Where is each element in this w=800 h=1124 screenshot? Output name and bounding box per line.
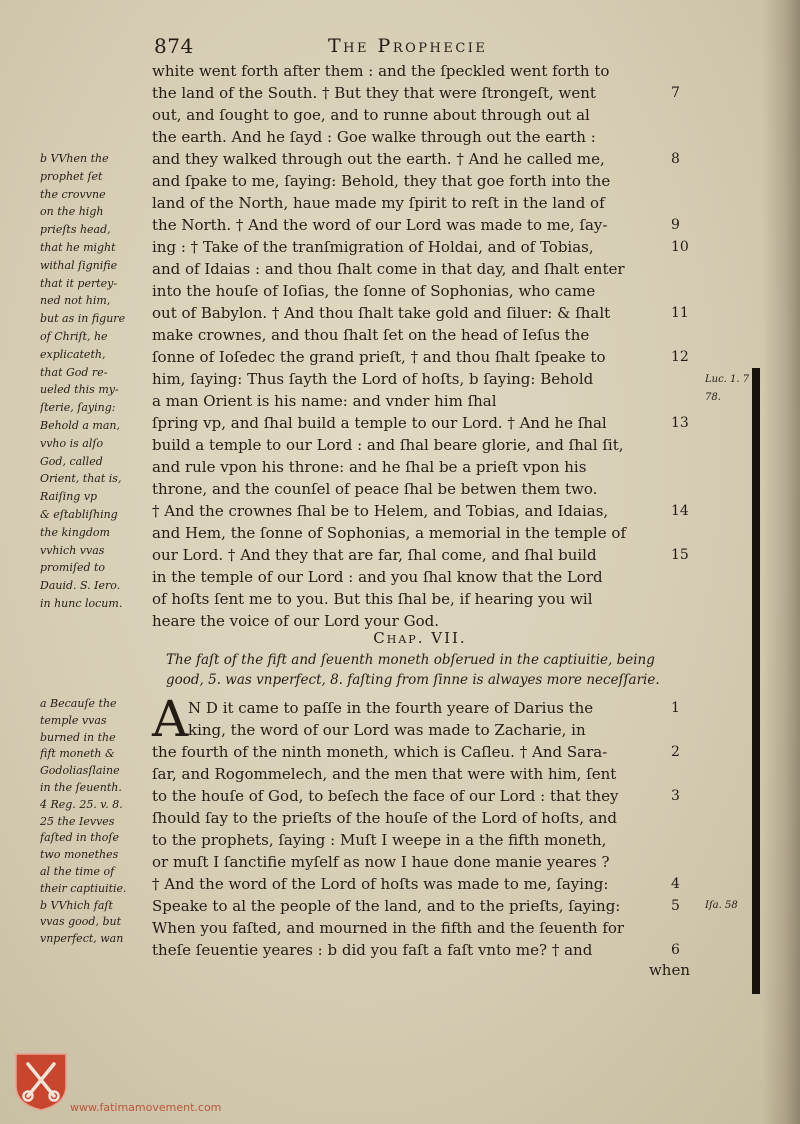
- body-line: throne, and the counſel of peace ſhal be betwen them two.: [152, 480, 598, 498]
- verse-number: 10: [671, 239, 689, 255]
- side-note-line: but as in figure: [40, 312, 126, 326]
- cross-reference: 78.: [705, 392, 721, 403]
- page-header: [150, 34, 690, 60]
- body-line: and ſpake to me, ſaying: Behold, they that goe forth into the: [152, 172, 611, 190]
- body-line: theſe ſeuentie yeares : b did you faſt a faſt vnto me? † and: [152, 941, 593, 959]
- body-line: or muſt I ſanctifie myſelf as now I haue done manie yeares ?: [152, 853, 610, 871]
- side-note-line: Dauid. S. Iero.: [40, 579, 121, 593]
- page-number: 874: [154, 34, 194, 58]
- verse-number: 4: [671, 876, 680, 892]
- side-note-line: 4 Reg. 25. v. 8.: [40, 797, 123, 811]
- side-note-line: withal ſignifie: [40, 258, 118, 272]
- side-note-line: that God re-: [40, 365, 108, 379]
- verse-number: 14: [671, 503, 689, 519]
- summary-line: good, 5. was vnperfect, 8. faſting from ſinne is alwayes more neceſſarie.: [166, 672, 660, 688]
- side-note-line: that it pertey-: [40, 276, 118, 290]
- side-note-line: vvhich vvas: [40, 543, 105, 557]
- body-line: and Hem, the ſonne of Sophonias, a memorial in the temple of: [152, 524, 627, 542]
- running-title: The Prophecie: [328, 35, 488, 57]
- body-line: and of Idaias : and thou ſhalt come in that day, and ſhalt enter: [152, 260, 625, 278]
- side-note-line: faſted in thoſe: [40, 831, 119, 845]
- page-spine-shadow: [762, 0, 800, 1124]
- side-note-line: fift moneth &: [40, 747, 115, 761]
- side-note-line: their captiuitie.: [40, 881, 127, 895]
- side-note-line: temple vvas: [40, 713, 107, 727]
- side-note-line: Orient, that is,: [40, 472, 122, 486]
- side-note-line: b VVhich faſt: [40, 898, 113, 912]
- verse-number: 8: [671, 151, 680, 167]
- body-line: ſhould ſay to the prieſts of the houſe of the Lord of hoſts, and: [152, 809, 617, 827]
- body-line: † And the word of the Lord of hoſts was made to me, ſaying:: [152, 875, 609, 893]
- body-line: the North. † And the word of our Lord was made to me, ſay-: [152, 216, 608, 234]
- side-note-line: 25 the Ievves: [40, 814, 115, 828]
- body-line: out, and ſought to goe, and to runne about through out al: [152, 106, 590, 124]
- body-line: the fourth of the ninth moneth, which is Caſleu. † And Sara-: [152, 743, 608, 761]
- body-line: heare the voice of our Lord your God.: [152, 612, 439, 630]
- body-line: in the temple of our Lord : and you ſhal know that the Lord: [152, 568, 603, 586]
- side-note-line: b VVhen the: [40, 152, 109, 165]
- side-note-line: Godoliasſlaine: [40, 764, 120, 778]
- body-line: the land of the South. † But they that were ſtrongeſt, went: [152, 84, 596, 102]
- body-line: ing : † Take of the tranſmigration of Holdai, and of Tobias,: [152, 238, 594, 256]
- body-line: the earth. And he ſayd : Goe walke through out the earth :: [152, 128, 596, 146]
- body-line: † And the crownes ſhal be to Helem, and Tobias, and Idaias,: [152, 502, 609, 520]
- side-note-line: prophet ſet: [40, 169, 103, 183]
- chapter-heading: Chap. VII.: [373, 629, 467, 647]
- side-note-line: prieſts head,: [40, 223, 111, 237]
- side-note-line: ſterie, ſaying:: [40, 401, 116, 415]
- body-line: to the prophets, ſaying : Muſt I weepe in a the fifth moneth,: [152, 831, 607, 849]
- verse-number: 12: [671, 349, 689, 365]
- body-line: of hoſts ſent me to you. But this ſhal be, if hearing you wil: [152, 590, 593, 608]
- watermark-url: www.fatimamovement.com: [70, 1101, 222, 1114]
- side-note-line: God, called: [40, 454, 103, 468]
- body-line: build a temple to our Lord : and ſhal beare glorie, and ſhal ſit,: [152, 436, 624, 454]
- side-note-line: ned not him,: [40, 294, 111, 308]
- cross-reference: Iſa. 58: [705, 900, 738, 911]
- body-line: white went forth after them : and the ſpeckled went forth to: [152, 62, 610, 80]
- verse-number: 15: [671, 547, 689, 563]
- body-line: make crownes, and thou ſhalt ſet on the head of Ieſus the: [152, 326, 590, 344]
- side-note-line: on the high: [40, 205, 104, 219]
- body-line: him, ſaying: Thus ſayth the Lord of hoſts, b ſaying: Behold: [152, 370, 594, 388]
- cross-reference: Luc. 1. 7: [705, 374, 750, 385]
- side-note-line: al the time of: [40, 865, 115, 878]
- side-note-line: & eſtabliſhing: [40, 508, 118, 521]
- side-note-line: vnperfect, wan: [40, 932, 124, 946]
- verse-number: 6: [671, 942, 680, 958]
- side-note-line: vvas good, but: [40, 915, 121, 929]
- side-note-line: of Chriſt, he: [40, 330, 108, 343]
- side-note-line: vvho is alſo: [40, 436, 104, 450]
- verse-number: 7: [671, 85, 680, 101]
- catchword: when: [648, 961, 690, 979]
- verse-number: 9: [671, 217, 680, 233]
- side-note-line: in the ſeuenth.: [40, 781, 122, 794]
- body-line: ſpring vp, and ſhal build a temple to our Lord. † And he ſhal: [152, 414, 607, 432]
- verse-number: 3: [671, 788, 680, 804]
- side-note-line: burned in the: [40, 730, 116, 744]
- body-line: our Lord. † And they that are far, ſhal come, and ſhal build: [152, 546, 597, 564]
- side-note-line: a Becauſe the: [40, 697, 117, 710]
- body-line: Speake to al the people of the land, and to the prieſts, ſaying:: [152, 897, 621, 915]
- body-line: N D it came to paſſe in the fourth yeare of Darius the: [188, 699, 594, 717]
- body-line: into the houſe of Ioſias, the ſonne of Sophonias, who came: [152, 282, 596, 300]
- side-note-line: the kingdom: [40, 525, 110, 539]
- side-note-line: promiſed to: [40, 561, 106, 575]
- side-note-line: Behold a man,: [40, 419, 120, 432]
- keys-shield-logo-icon: [14, 1052, 68, 1112]
- side-note-line: Raiſing vp: [40, 490, 98, 504]
- side-note-line: two monethes: [40, 848, 119, 862]
- side-note-line: explicateth,: [40, 347, 106, 361]
- verse-number: 13: [671, 415, 689, 431]
- side-note-line: that he might: [40, 241, 116, 254]
- side-note-line: in hunc locum.: [40, 597, 123, 610]
- drop-cap: A: [152, 690, 189, 748]
- summary-line: The faſt of the fift and ſeuenth moneth obſerued in the captiuitie, being: [166, 652, 655, 668]
- verse-number: 5: [671, 898, 680, 914]
- verse-number: 11: [671, 305, 689, 321]
- body-line: out of Babylon. † And thou ſhalt take gold and ſiluer: & ſhalt: [152, 304, 611, 322]
- verse-number: 2: [671, 744, 680, 760]
- body-line: land of the North, haue made my ſpirit to reſt in the land of: [152, 194, 605, 212]
- body-line: and they walked through out the earth. † And he called me,: [152, 150, 605, 168]
- body-line: king, the word of our Lord was made to Zacharie, in: [188, 721, 586, 739]
- side-note-line: ueled this my-: [40, 383, 119, 397]
- body-line: and rule vpon his throne: and he ſhal be a prieſt vpon his: [152, 458, 587, 476]
- body-line: When you faſted, and mourned in the fifth and the ſeuenth for: [152, 919, 625, 937]
- body-line: to the houſe of God, to beſech the face of our Lord : that they: [152, 787, 619, 805]
- verse-number: 1: [671, 700, 680, 716]
- side-note-line: the crovvne: [40, 187, 106, 201]
- body-line: ſonne of Ioſedec the grand prieſt, † and thou ſhalt ſpeake to: [152, 348, 606, 366]
- body-line: ſar, and Rogommelech, and the men that were with him, ſent: [152, 765, 617, 783]
- body-line: a man Orient is his name: and vnder him ſhal: [152, 392, 497, 410]
